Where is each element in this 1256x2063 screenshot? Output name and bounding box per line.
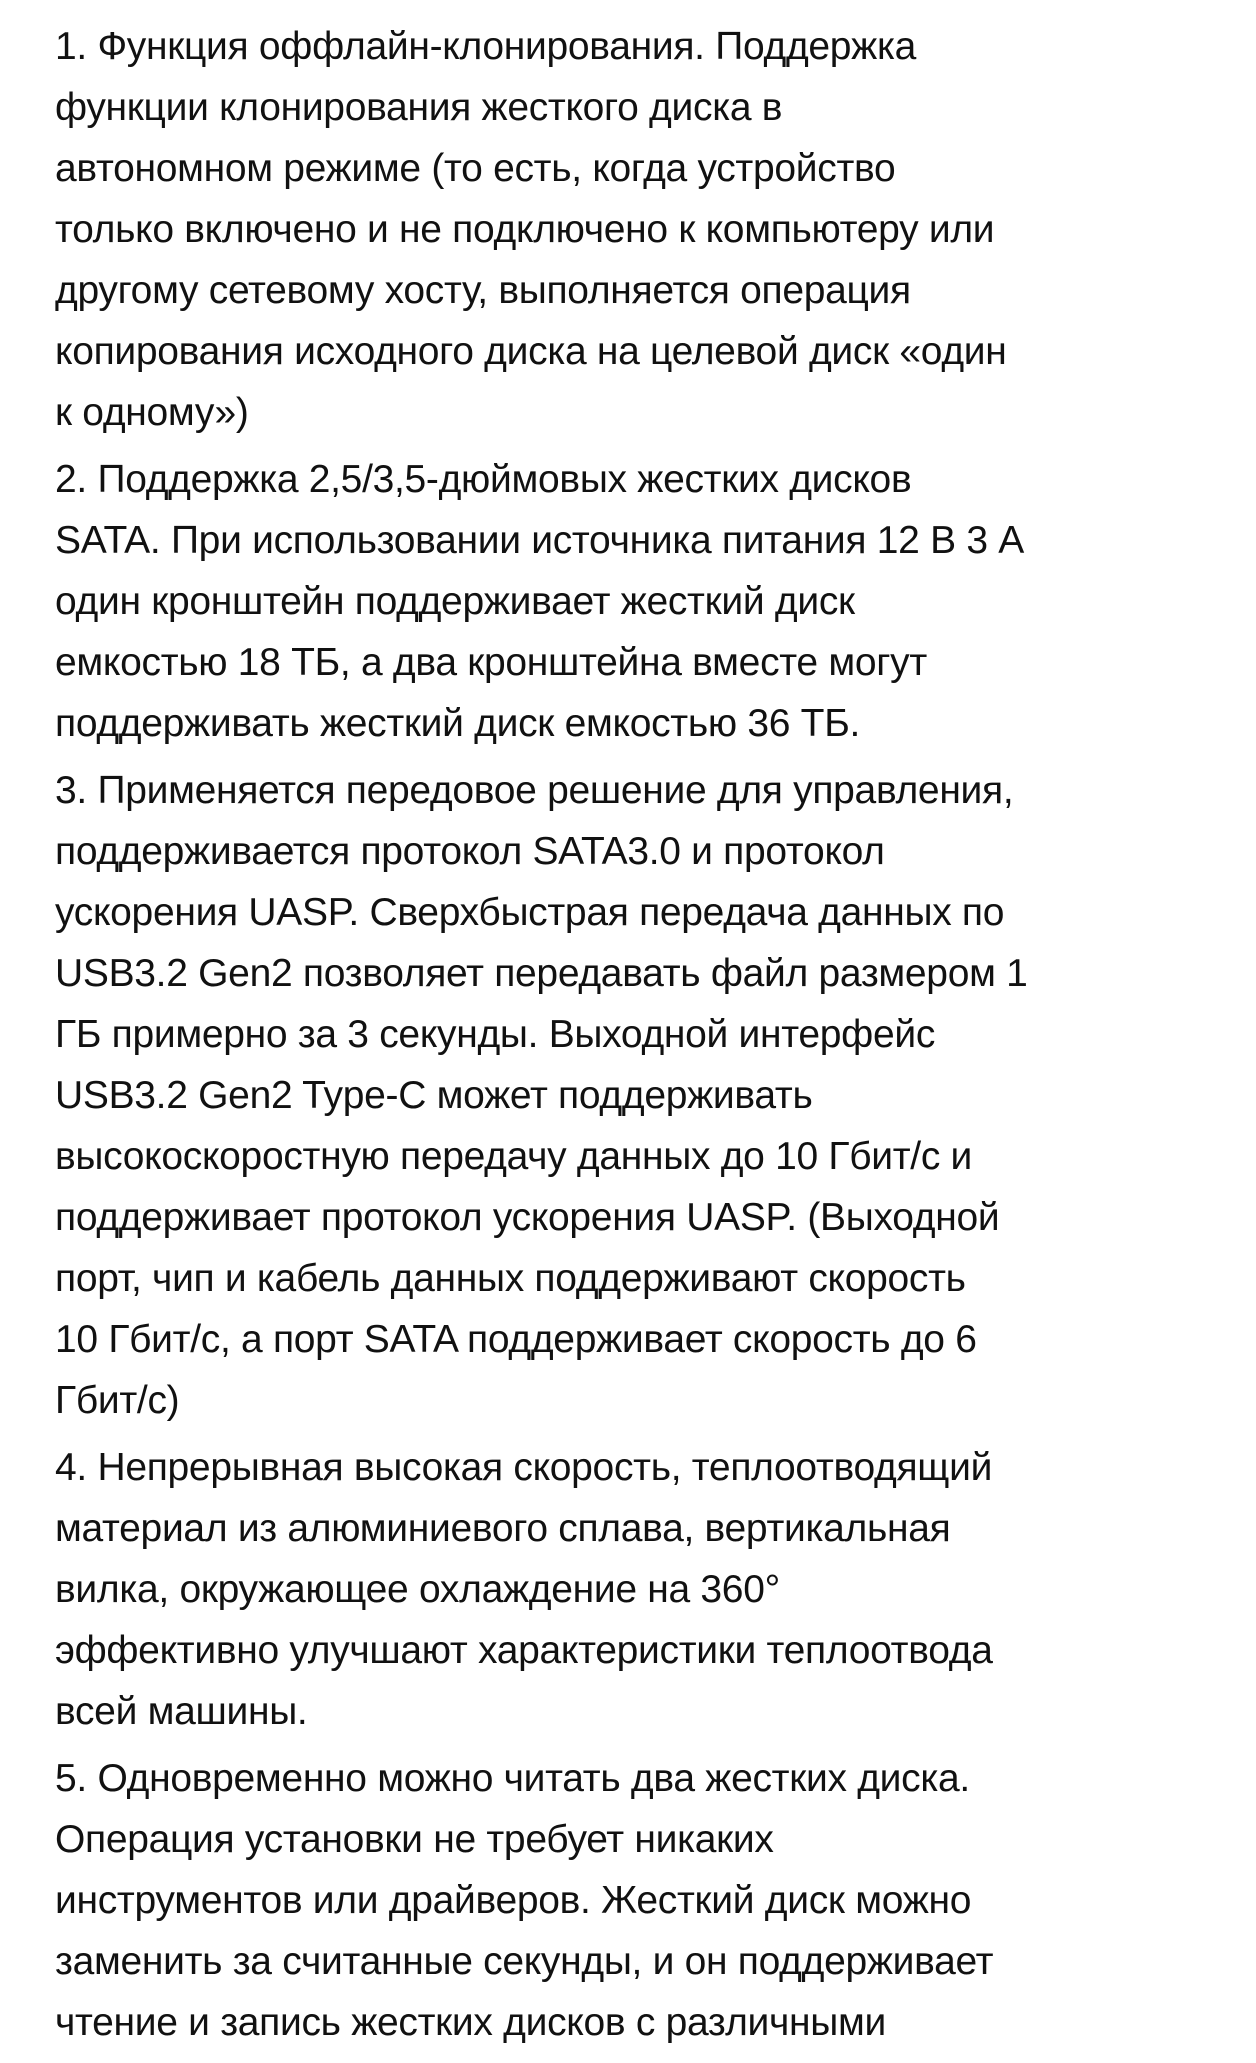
- text-line: вилка, окружающее охлаждение на 360°: [55, 1568, 780, 1611]
- text-line: поддерживать жесткий диск емкостью 36 ТБ.: [55, 702, 861, 745]
- text-line: эффективно улучшают характеристики теплоотвода: [55, 1629, 993, 1672]
- text-line: материал из алюминиевого сплава, вертикальная: [55, 1507, 951, 1550]
- text-line: функции клонирования жесткого диска в: [55, 86, 783, 129]
- text-line: SATA. При использовании источника питания 12 В 3 А: [55, 519, 1024, 562]
- text-line: Гбит/с): [55, 1379, 180, 1422]
- text-line: копирования исходного диска на целевой диск «один: [55, 330, 1007, 373]
- product-features-document: [55, 16, 1225, 2059]
- text-line: заменить за считанные секунды, и он поддерживает: [55, 1940, 994, 1983]
- text-line: Операция установки не требует никаких: [55, 1818, 774, 1861]
- text-line: ГБ примерно за 3 секунды. Выходной интерфейс: [55, 1013, 936, 1056]
- text-line: USB3.2 Gen2 Type-C может поддерживать: [55, 1074, 813, 1117]
- text-line: высокоскоростную передачу данных до 10 Гбит/с и: [55, 1135, 973, 1178]
- text-line: порт, чип и кабель данных поддерживают скорость: [55, 1257, 966, 1300]
- feature-paragraph-1: [55, 16, 1225, 443]
- feature-paragraph-3: [55, 760, 1225, 1431]
- text-line: автономном режиме (то есть, когда устройство: [55, 147, 896, 190]
- text-line: инструментов или драйверов. Жесткий диск можно: [55, 1879, 972, 1922]
- text-line: 4. Непрерывная высокая скорость, теплоотводящий: [55, 1446, 993, 1489]
- text-line: 1. Функция оффлайн-клонирования. Поддержка: [55, 25, 916, 68]
- text-line: один кронштейн поддерживает жесткий диск: [55, 580, 855, 623]
- text-line: емкостью 18 ТБ, а два кронштейна вместе могут: [55, 641, 927, 684]
- text-line: поддерживает протокол ускорения UASP. (Выходной: [55, 1196, 1000, 1239]
- feature-paragraph-2: [55, 449, 1225, 754]
- text-line: 3. Применяется передовое решение для управления,: [55, 769, 1014, 812]
- text-line: только включено и не подключено к компьютеру или: [55, 208, 995, 251]
- feature-paragraph-5: [55, 1748, 1225, 2053]
- text-line: 2. Поддержка 2,5/3,5-дюймовых жестких дисков: [55, 458, 912, 501]
- text-line: 10 Гбит/с, а порт SATA поддерживает скорость до 6: [55, 1318, 977, 1361]
- text-line: к одному»): [55, 391, 249, 434]
- text-line: ускорения UASP. Сверхбыстрая передача данных по: [55, 891, 1005, 934]
- feature-paragraph-4: [55, 1437, 1225, 1742]
- text-line: всей машины.: [55, 1690, 308, 1733]
- text-line: 5. Одновременно можно читать два жестких диска.: [55, 1757, 970, 1800]
- text-line: чтение и запись жестких дисков с различными: [55, 2001, 886, 2044]
- text-line: другому сетевому хосту, выполняется операция: [55, 269, 911, 312]
- text-line: поддерживается протокол SATA3.0 и протокол: [55, 830, 885, 873]
- text-line: USB3.2 Gen2 позволяет передавать файл размером 1: [55, 952, 1028, 995]
